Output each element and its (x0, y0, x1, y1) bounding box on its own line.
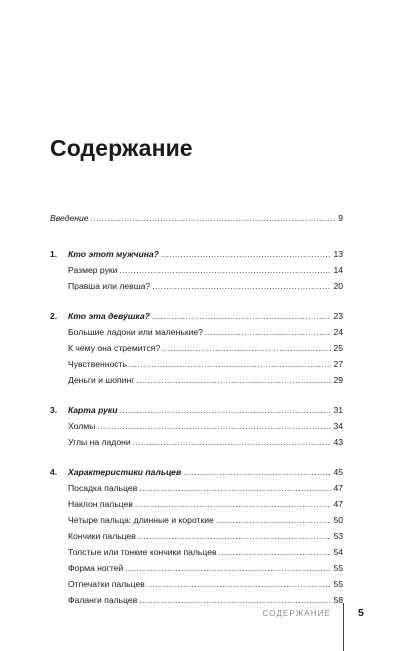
toc-item-page: 47 (333, 499, 343, 509)
toc-item-row[interactable] (50, 576, 343, 592)
toc-item-page: 55 (333, 579, 343, 589)
toc-item-label: Большие ладони или маленькие? (68, 327, 203, 337)
spacer (50, 226, 343, 246)
toc-item-row[interactable] (50, 544, 343, 560)
toc-intro-label: Введение (50, 213, 89, 223)
toc-intro-page: 9 (338, 213, 343, 223)
leader-dots (136, 372, 331, 388)
leader-dots (135, 496, 331, 512)
leader-dots (152, 278, 331, 294)
chapter-title: Карта руки (68, 405, 118, 415)
toc-item-row[interactable] (50, 278, 343, 294)
toc-item-label: Форма ногтей (68, 563, 124, 573)
chapter-number: 4. (50, 467, 58, 477)
toc-item-page: 34 (333, 421, 343, 431)
toc-chapter-row[interactable] (50, 246, 343, 262)
toc-intro-row[interactable] (50, 210, 343, 226)
toc-item-page: 29 (333, 375, 343, 385)
toc-item-page: 47 (333, 483, 343, 493)
chapter-page: 45 (333, 467, 343, 477)
toc-item-label: Кончики пальцев (68, 531, 136, 541)
leader-dots (216, 512, 332, 528)
toc-item-label: Отпечатки пальцев (68, 579, 145, 589)
toc-item-label: Холмы (68, 421, 96, 431)
toc-item-label: Правша или левша? (68, 281, 151, 291)
chapter-title: Характеристики пальцев (68, 467, 182, 477)
toc-item-label: Углы на ладони (68, 437, 131, 447)
toc-item-page: 25 (333, 343, 343, 353)
toc-item-page: 27 (333, 359, 343, 369)
toc-item-page: 58 (333, 595, 343, 605)
toc-item-label: Толстые или тонкие кончики пальцев (68, 547, 217, 557)
chapter-page: 23 (333, 311, 343, 321)
leader-dots (120, 402, 332, 418)
table-of-contents (50, 210, 343, 608)
chapter-page: 13 (333, 249, 343, 259)
leader-dots (139, 480, 331, 496)
toc-item-label: Посадка пальцев (68, 483, 138, 493)
toc-item-page: 54 (333, 547, 343, 557)
leader-dots (152, 308, 332, 324)
leader-dots (161, 246, 332, 262)
toc-item-row[interactable] (50, 372, 343, 388)
toc-item-row[interactable] (50, 434, 343, 450)
toc-item-row[interactable] (50, 418, 343, 434)
leader-dots (147, 576, 332, 592)
toc-item-page: 50 (333, 515, 343, 525)
toc-item-row[interactable] (50, 340, 343, 356)
page-title: Содержание (50, 135, 193, 161)
toc-item-row[interactable] (50, 324, 343, 340)
leader-dots (119, 262, 331, 278)
toc-item-row[interactable] (50, 512, 343, 528)
toc-item-row[interactable] (50, 592, 343, 608)
toc-chapter-row[interactable] (50, 402, 343, 418)
leader-dots (97, 418, 331, 434)
toc-item-label: К чему она стремится? (68, 343, 161, 353)
running-footer-section: СОДЕРЖАНИЕ (262, 609, 331, 618)
toc-item-page: 24 (333, 327, 343, 337)
toc-item-page: 43 (333, 437, 343, 447)
chapter-number: 2. (50, 311, 58, 321)
chapter-number: 1. (50, 249, 58, 259)
chapter-title: Кто этот мужчина? (68, 249, 159, 259)
toc-item-label: Чувственность (68, 359, 127, 369)
leader-dots (91, 210, 337, 226)
toc-item-page: 55 (333, 563, 343, 573)
chapter-number: 3. (50, 405, 58, 415)
toc-chapter-row[interactable] (50, 308, 343, 324)
leader-dots (129, 356, 331, 372)
toc-item-label: Наклон пальцев (68, 499, 133, 509)
toc-item-row[interactable] (50, 496, 343, 512)
toc-item-label: Четыре пальца: длинные и короткие (68, 515, 214, 525)
toc-item-label: Размер руки (68, 265, 118, 275)
toc-item-row[interactable] (50, 262, 343, 278)
toc-item-page: 53 (333, 531, 343, 541)
chapter-page: 31 (333, 405, 343, 415)
toc-item-page: 14 (333, 265, 343, 275)
toc-item-page: 20 (333, 281, 343, 291)
spacer (50, 294, 343, 308)
spacer (50, 388, 343, 402)
leader-dots (133, 434, 332, 450)
toc-item-label: Деньги и шопинг (68, 375, 135, 385)
leader-dots (205, 324, 332, 340)
toc-item-row[interactable] (50, 356, 343, 372)
leader-dots (139, 592, 331, 608)
toc-chapter-row[interactable] (50, 464, 343, 480)
page-number: 5 (358, 607, 364, 619)
toc-item-label: Фаланги пальцев (68, 595, 138, 605)
chapter-title: Кто эта девушка? (68, 311, 150, 321)
toc-item-row[interactable] (50, 528, 343, 544)
leader-dots (219, 544, 332, 560)
toc-item-row[interactable] (50, 480, 343, 496)
spacer (50, 450, 343, 464)
footer-divider (343, 603, 344, 651)
toc-item-row[interactable] (50, 560, 343, 576)
leader-dots (125, 560, 331, 576)
leader-dots (162, 340, 331, 356)
leader-dots (138, 528, 332, 544)
leader-dots (183, 464, 331, 480)
